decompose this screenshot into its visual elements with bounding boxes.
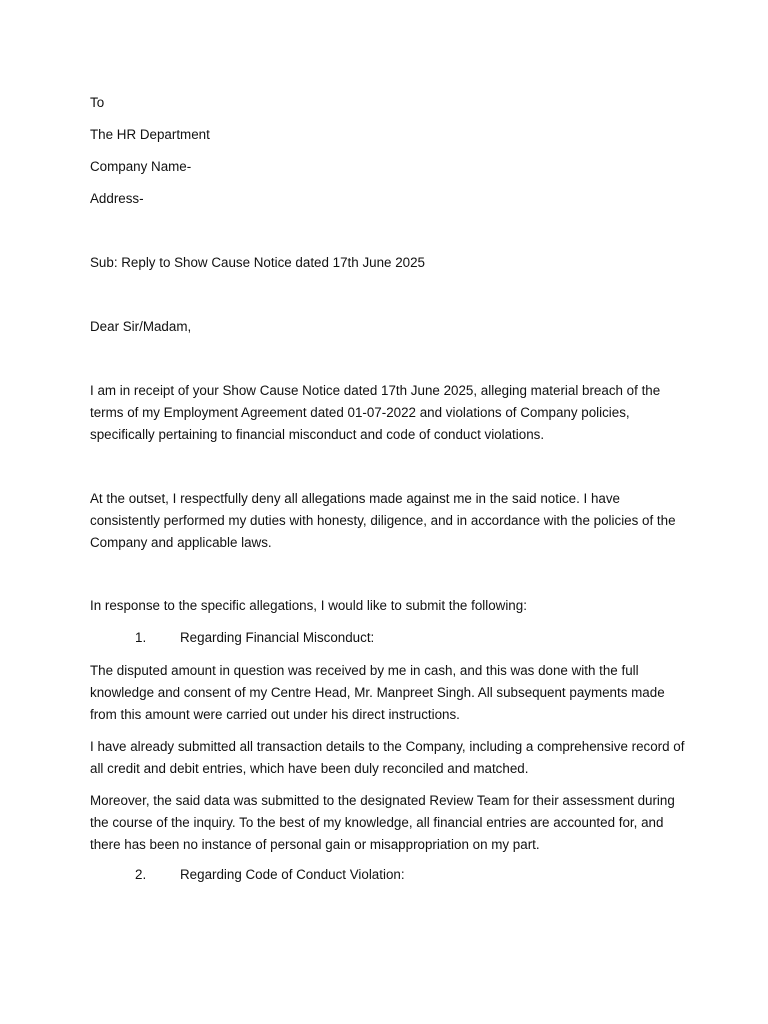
address-to: To bbox=[90, 95, 105, 110]
list-item-heading: Regarding Financial Misconduct: bbox=[180, 630, 375, 645]
list-item-number: 1. bbox=[135, 630, 147, 645]
paragraph-response-intro: In response to the specific allegations, I would like to submit the following: bbox=[90, 598, 527, 613]
paragraph-receipt: I am in receipt of your Show Cause Notice dated 17th June 2025, alleging material breach of the terms of my Employment Agreement dated 01-07-2022 and violations of Company policies, specifically pertaining to financial misconduct and code of conduct violations. bbox=[90, 383, 661, 442]
paragraph-denial: At the outset, I respectfully deny all allegations made against me in the said notice. I have consistently performed my duties with honesty, diligence, and in accordance with the policies of the Company and applicable laws. bbox=[90, 491, 676, 550]
salutation: Dear Sir/Madam, bbox=[90, 319, 192, 334]
paragraph-disputed-amount: The disputed amount in question was received by me in cash, and this was done with the full knowledge and consent of my Centre Head, Mr. Manpreet Singh. All subsequent payments made from this amount were carried out under his direct instructions. bbox=[90, 663, 665, 722]
subject-line: Sub: Reply to Show Cause Notice dated 17th June 2025 bbox=[90, 255, 425, 270]
company-name-line: Company Name- bbox=[90, 159, 192, 174]
paragraph-review-team: Moreover, the said data was submitted to the designated Review Team for their assessment during the course of the inquiry. To the best of my knowledge, all financial entries are accounted for, and there has been no instance of personal gain or misappropriation on my part. bbox=[90, 793, 675, 852]
list-item-number: 2. bbox=[135, 867, 147, 882]
list-item-heading: Regarding Code of Conduct Violation: bbox=[180, 867, 405, 882]
address-line: Address- bbox=[90, 191, 144, 206]
recipient-department: The HR Department bbox=[90, 127, 210, 142]
paragraph-transaction-details: I have already submitted all transaction details to the Company, including a comprehensive record of all credit and debit entries, which have been duly reconciled and matched. bbox=[90, 739, 685, 776]
